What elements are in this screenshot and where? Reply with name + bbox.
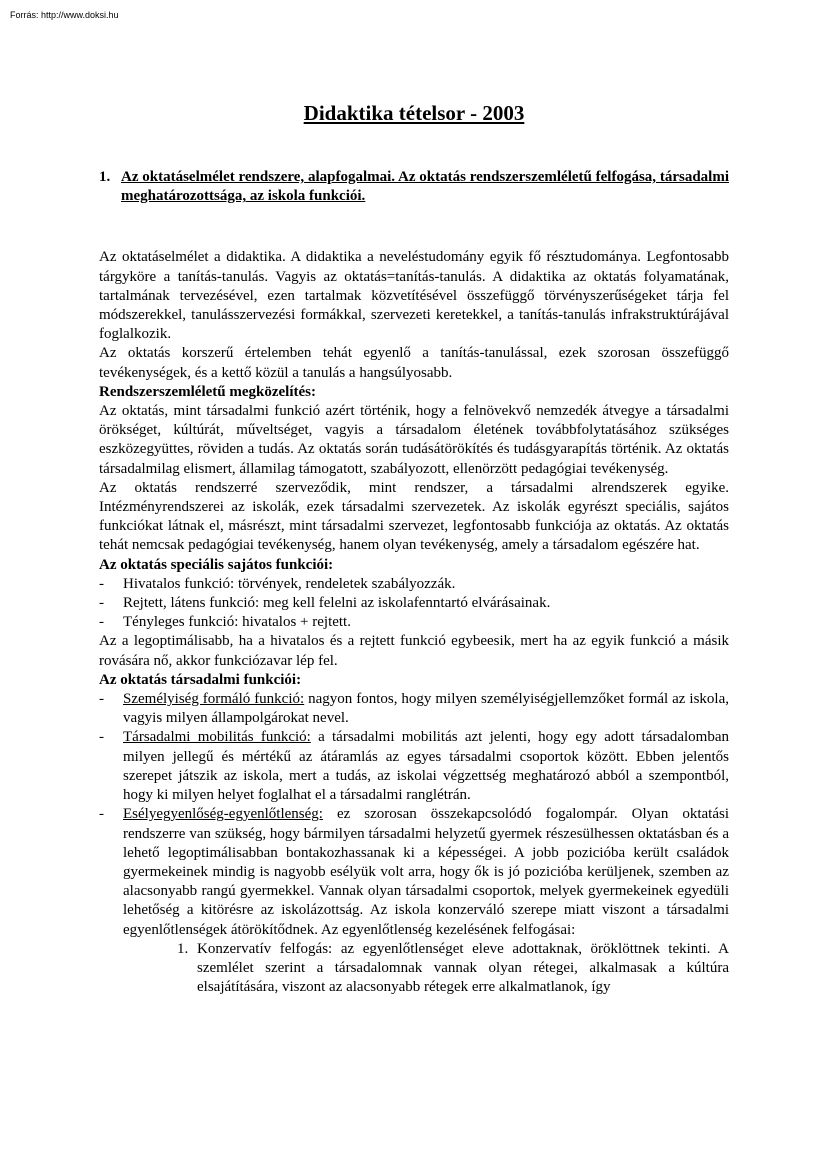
list-item: - Esélyegyenlőség-egyenlőtlenség: ez szorosan összekapcsolódó fogalompár. Olyan oktatási rendszerre van szükség, hogy bármilyen társadalmi helyzetű gyermek részesülhessen oktatásban és a lehető legoptimálisabban bontakozhassanak ki a képességei. A jobb pozicióba került családok gyermekeinek mindig is nagyobb esélyük volt arra, hogy ők is jó pozicióba kerüljenek, szemben az alacsonyabb rangú gyermekkel. Vannak olyan társadalmi csoportok, melyek gyermekeinek egyedüli lehetőség a kitörésre az iskolázottság. Az iskola konzerváló szerepe miatt viszont a társadalmi egyenlőtlenségek átörökítődnek. Az egyenlőtlenség kezelésének felfogásai: [99,806,729,938]
section-heading-text: Az oktatáselmélet rendszere, alapfogalmai. Az oktatás rendszerszemléletű felfogása, társadalmi meghatározottsága, az iskola funkciói. [121,169,729,205]
document-title: Didaktika tételsor - 2003 [303,101,525,125]
list-item: 1. Konzervatív felfogás: az egyenlőtlenséget eleve adottaknak, öröklöttnek tekinti. A szemlélet szerint a társadalomnak vannak olyan rétegei, alkalmasak a kúltúra elsajátítására, viszont az alacsonyabb rétegek erre alkalmatlanok, így [177,940,729,996]
list-item: - Tényleges funkció: hivatalos + rejtett. [99,614,351,631]
section-heading [99,168,729,206]
inequality-approaches-list [99,940,729,998]
subheading-tarsadalmi-funkciok: Az oktatás társadalmi funkciói: [99,671,302,688]
section-number: 1. [99,169,111,185]
term: Személyiség formáló funkció: [123,691,305,708]
list-item: - Személyiség formáló funkció: nagyon fontos, hogy milyen személyiségjellemzőket formál az iskola, vagyis milyen állampolgárokat nevel. [99,691,729,727]
document-page [99,100,729,997]
special-functions-list [99,575,729,633]
list-item: - Rejtett, látens funkció: meg kell felelni az iskolafenntartó elvárásainak. [99,595,551,612]
subheading-specialis-funkciok: Az oktatás speciális sajátos funkciói: [99,556,334,573]
paragraph: Az oktatás, mint társadalmi funkció azért történik, hogy a felnövekvő nemzedék átvegye a társadalmi örökséget, kúltúrát, műveltséget, vagyis a társadalom életének továbbfolytatásához szükséges eszközegyüttes, röviden a tudás. Az oktatás során tudásátörökítés és tudásgyarapítás történik. Az oktatás társadalmilag elismert, államilag támogatott, szabályozott, ellenörzött pedagógiai tevékenység. [99,403,729,477]
paragraph: Az oktatás rendszerré szerveződik, mint rendszer, a társadalmi alrendszerek egyike. Intézményrendszerei az iskolák, ezek társadalmi szervezetek. Az iskolák egyrészt speciális, sajátos funkciókat látnak el, másrészt, mint társadalmi szervezet, legfontosabb funkciója az oktatás. Az oktatás tehát nemcsak pedagógiai tevékenység, hanem olyan tevékenység, amely a társadalom egészére hat. [99,479,729,554]
paragraph: Az oktatáselmélet a didaktika. A didaktika a neveléstudomány egyik fő résztudománya. Legfontosabb tárgyköre a tanítás-tanulás. Vagyis az oktatás=tanítás-tanulás. A didaktika az oktatás folyamatának, tartalmának tervezésével, ezen tartalmak közvetítésével összefüggő törvényszerűségeket tárja fel módszerekkel, tanulásszervezési formákkal, szervezeti keretekkel, a tanítás-tanulás infrakstruktúrájával foglalkozik. [99,249,729,343]
social-functions-list [99,690,729,940]
paragraph: Az oktatás korszerű értelemben tehát egyenlő a tanítás-tanulással, ezek szorosan összefüggő tevékenységek, és a kettő közül a tanulás a hangsúlyosabb. [99,345,729,381]
subheading-rendszerszemlelet: Rendszerszemléletű megközelítés: [99,383,317,400]
source-note: Forrás: http://www.doksi.hu [10,10,119,20]
list-item: - Hivatalos funkció: törvények, rendeletek szabályozzák. [99,575,456,592]
term: Társadalmi mobilitás funkció: [123,729,311,746]
term: Esélyegyenlőség-egyenlőtlenség: [123,806,323,823]
paragraph: Az a legoptimálisabb, ha a hivatalos és a rejtett funkció egybeesik, mert ha az egyik funkció a másik rovására nő, akkor funkciózavar lép fel. [99,633,729,669]
list-item: - Társadalmi mobilitás funkció: a társadalmi mobilitás azt jelenti, hogy egy adott társadalomban milyen jellegű és mértékű az átáramlás az egyes társadalmi csoportok között. Ebben jelentős szerepet játszik az iskola, mert a tudás, az iskolai végzettség meghatározó abból a szempontból, hogy ki milyen helyet foglalhat el a társadalmi ranglétrán. [99,729,729,804]
